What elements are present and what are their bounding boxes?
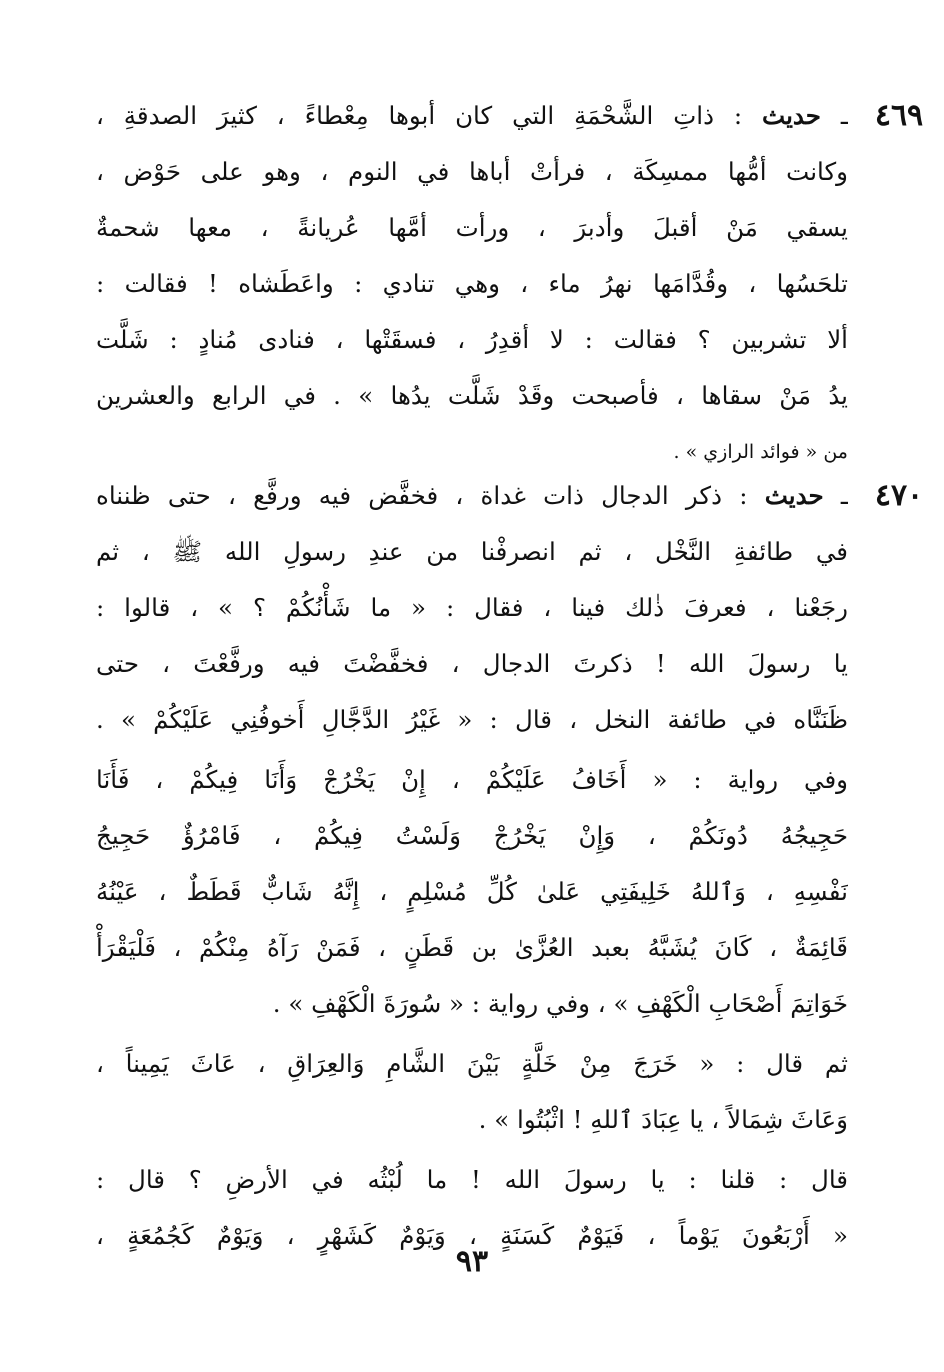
text-line: يدُ مَنْ سقاها ، فأصبحت وقَدْ شَلَّت يدُها » . في الرابع والعشرين [96, 381, 848, 410]
text-line: ـ حديث : ذكر الدجال ذات غداة ، فخفَّض فيه ورفَّع ، حتى ظنناه [96, 481, 848, 510]
entry-number: ٤٧٠ [874, 478, 924, 513]
text-line: وَعَاثَ شِمَالاً ، يا عِبَادَ ٱللهِ ! اثْبُتُوا » . [478, 1105, 848, 1134]
text-line: قَائِمَةٌ ، كَانَ يُشَبَّهُ بعبد العُزَّىٰ بن قَطَنٍ ، فَمَنْ رَآهُ مِنْكُمْ ، فَلْيَقْرَأْ [96, 933, 848, 962]
text-line: رجَعْنا ، فعرفَ ذٰلك فينا ، فقال : « ما شَأْنُكُمْ ؟ » ، قالوا : [96, 593, 848, 622]
text-line: ظَنَنَّاه في طائفة النخل ، قال : « غَيْرُ الدَّجَّالِ أَخوفُنِي عَلَيْكُمْ » . [96, 705, 848, 734]
paragraph [96, 468, 848, 748]
text-line: وكانت أمُّها ممسِكَة ، فرأتْ أباها في النوم ، وهو على حَوْض ، [96, 157, 848, 186]
hadith-keyword: حديث [762, 101, 821, 130]
text-line: في طائفةِ النَّخْل ، ثم انصرفْنا من عندِ رسولِ الله ﷺ ، ثم [96, 537, 848, 566]
hadith-entry-470 [96, 468, 924, 1264]
page-number: ٩٣ [455, 1244, 489, 1279]
text-line: يا رسولَ الله ! ذكرتَ الدجال ، فخفَّضْتَ فيه ورفَّعْتَ ، حتى [96, 649, 848, 678]
text-line: خَوَاتِمَ أَصْحَابِ الْكَهْفِ » ، وفي رواية : « سُورَةَ الْكَهْفِ » . [272, 989, 848, 1018]
text-line: وفي رواية : « أَخَافُ عَلَيْكُمْ ، إِنْ يَخْرُجْ وَأَنَا فِيكُمْ ، فَأَنَا [96, 765, 848, 794]
text-line: ـ حديث : ذاتِ الشَّحْمَةِ التي كان أبوها مِعْطاءً ، كثيرَ الصدقةِ ، [96, 101, 848, 130]
text-line: ثم قال : « خَرَجَ مِنْ خَلَّةٍ بَيْنَ الشَّامِ وَالعِرَاقِ ، عَاثَ يَمِيناً ، [96, 1049, 848, 1078]
text-line: يسقي مَنْ أقبلَ وأدبرَ ، ورأت أمَّها عُريانةً ، معها شحمةٌ [96, 213, 848, 242]
text-line: نَفْسِهِ ، وَٱللهُ خَلِيفَتِي عَلىٰ كُلِّ مُسْلِمٍ ، إِنَّهُ شَابٌّ قَطَطٌ ، عَيْنُهُ [96, 877, 848, 906]
source-citation: من « فوائد الرازي » . [673, 441, 848, 463]
entry-number: ٤٦٩ [874, 98, 924, 133]
hadith-entry-469 [96, 88, 924, 480]
paragraph [96, 752, 848, 1032]
text-line: قال : قلنا : يا رسولَ الله ! ما لُبْثُه في الأرضِ ؟ قال : [96, 1165, 848, 1194]
hadith-keyword: حديث [764, 481, 824, 510]
text-line: تلحَسُها ، وقُدَّامَها نهرُ ماء ، وهي تنادي : واعَطَشاه ! فقالت : [96, 269, 848, 298]
text-line: حَجِيجُهُ دُونَكُمْ ، وَإِنْ يَخْرُجْ وَلَسْتُ فِيكُمْ ، فَامْرُؤٌ حَجِيجُ [96, 821, 848, 850]
text-line: « أَرْبَعُونَ يَوْماً ، فَيَوْمٌ كَسَنَةٍ ، وَيَوْمٌ كَشَهْرٍ ، وَيَوْمٌ كَجُمُعَةٍ ، [96, 1221, 848, 1250]
text-line: ألا تشربين ؟ فقالت : لا أقدِرُ ، فسقَتْها ، فنادى مُنادٍ : شَلَّت [96, 325, 848, 354]
paragraph [96, 1036, 848, 1148]
